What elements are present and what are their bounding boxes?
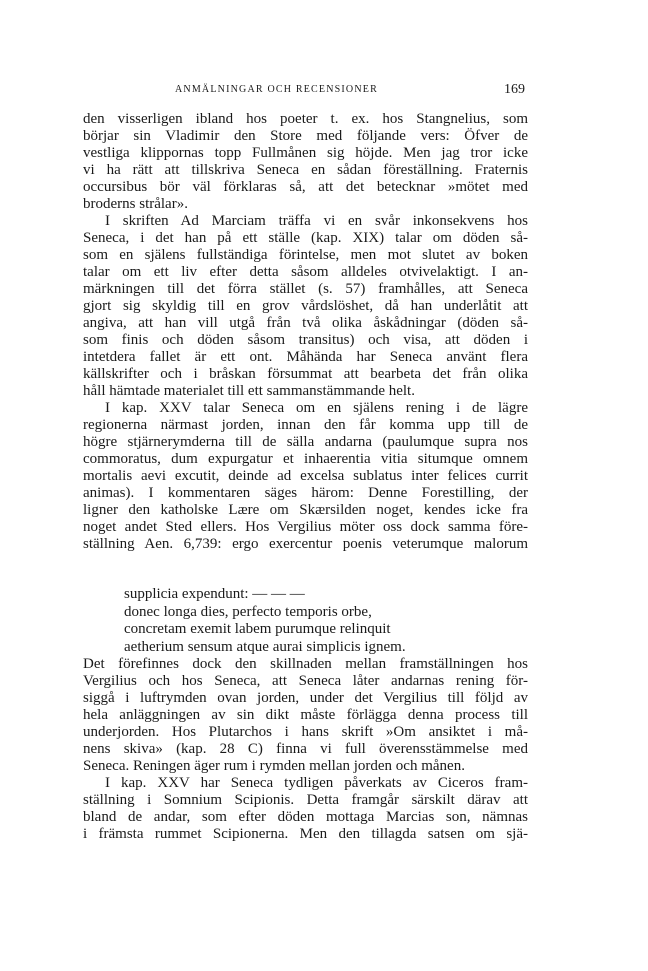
text-line: börjar sin Vladimir den Store med följande vers: Öfver de (83, 128, 528, 144)
body-text-upper (83, 111, 528, 553)
text-line: ställning Aen. 6,739: ergo exercentur poenis veterumque malorum (83, 536, 528, 552)
text-line: nens skiva» (kap. 28 C) finna vi full överensstämmelse med (83, 741, 528, 757)
body-text-lower (83, 656, 528, 843)
verse-line: concretam exemit labem purumque relinquit (124, 621, 391, 637)
paragraph-start: I kap. XXV talar Seneca om en själens rening i de lägre (105, 400, 528, 416)
verse-line: aetherium sensum atque aurai simplicis ignem. (124, 638, 406, 655)
paragraph-start: I skriften Ad Marciam träffa vi en svår inkonsekvens hos (105, 213, 528, 229)
text-line: occursibus bör väl förklaras så, att det betecknar »mötet med (83, 179, 528, 195)
text-line: Vergilius och hos Seneca, att Seneca låter andarnas rening för- (83, 673, 528, 689)
text-line: broderns strålar». (83, 196, 188, 212)
text-line: Seneca. Reningen äger rum i rymden mellan jorden och månen. (83, 758, 465, 774)
verse-line: supplicia expendunt: — — — (124, 586, 305, 602)
text-line: som finis och döden såsom transitus) och visa, att döden i (83, 332, 528, 348)
text-line: i främsta rummet Scipionerna. Men den tillagda satsen om sjä- (83, 826, 528, 842)
text-line: bland de andar, som efter döden mottaga Marcias son, nämnas (83, 809, 528, 825)
text-line: hela anläggningen av sin dikt måste förlägga denna process till (83, 707, 528, 723)
text-line: commoratus, dum expurgatur et inhaerentia vitia situmque omnem (83, 451, 528, 467)
text-line: håll hämtade materialet till ett sammanstämmande helt. (83, 383, 415, 399)
text-line: vi ha rätt att tillskriva Seneca en sådan föreställning. Fraternis (83, 162, 528, 178)
text-line: noget andet Sted ellers. Hos Vergilius möter oss dock samma före- (83, 519, 528, 535)
text-line: angiva, att han vill utgå från två olika åskådningar (döden så- (83, 315, 528, 331)
paragraph-start: I kap. XXV har Seneca tydligen påverkats av Ciceros fram- (105, 775, 528, 791)
text-line: ligner den katholske Lære om Skærsilden noget, kendes icke fra (83, 502, 528, 518)
page-number: 169 (504, 82, 525, 97)
running-head (0, 80, 648, 100)
text-line: mortalis aevi excutit, deinde ad excelsa sublatus inter felices currit (83, 468, 528, 484)
text-line: vestliga klippornas topp Fullmånen sig höjde. Men jag tror icke (83, 145, 528, 161)
verse-line: donec longa dies, perfecto temporis orbe, (124, 603, 372, 620)
text-line: Seneca, i det han på ett ställe (kap. XIX) talar om döden så- (83, 230, 528, 246)
text-line: siggå i luftrymden ovan jorden, under det Vergilius till följd av (83, 690, 528, 706)
text-line: märkningen till det förra stället (s. 57) framhålles, att Seneca (83, 281, 528, 297)
text-line: talar om ett liv efter detta såsom alldeles otvivelaktigt. I an- (83, 264, 528, 280)
text-line: gjort sig skyldig till en grov vårdslöshet, då han underlåtit att (83, 298, 528, 314)
text-line: som en själens fullständiga förintelse, men mot slutet av boken (83, 247, 528, 263)
verse-quotation (124, 586, 406, 656)
text-line: högre stjärnerymderna till de sälla andarna (paulumque supra nos (83, 434, 528, 450)
text-line: ställning i Somnium Scipionis. Detta framgår särskilt därav att (83, 792, 528, 808)
text-line: källskrifter och i bråskan försummat att bearbeta det från olika (83, 366, 528, 382)
running-title: ANMÄLNINGAR OCH RECENSIONER (175, 84, 378, 95)
text-line: intetdera fallet är ett ont. Måhända har Seneca använt flera (83, 349, 528, 365)
text-line: den visserligen ibland hos poeter t. ex. hos Stangnelius, som (83, 111, 528, 127)
text-line: regionerna närmast jorden, innan den får komma upp till de (83, 417, 528, 433)
text-line: underjorden. Hos Plutarchos i hans skrift »Om ansiktet i må- (83, 724, 528, 740)
text-line: animas). I kommentaren säges härom: Denne Forestilling, der (83, 485, 528, 501)
text-line: Det förefinnes dock den skillnaden mellan framställningen hos (83, 656, 528, 672)
